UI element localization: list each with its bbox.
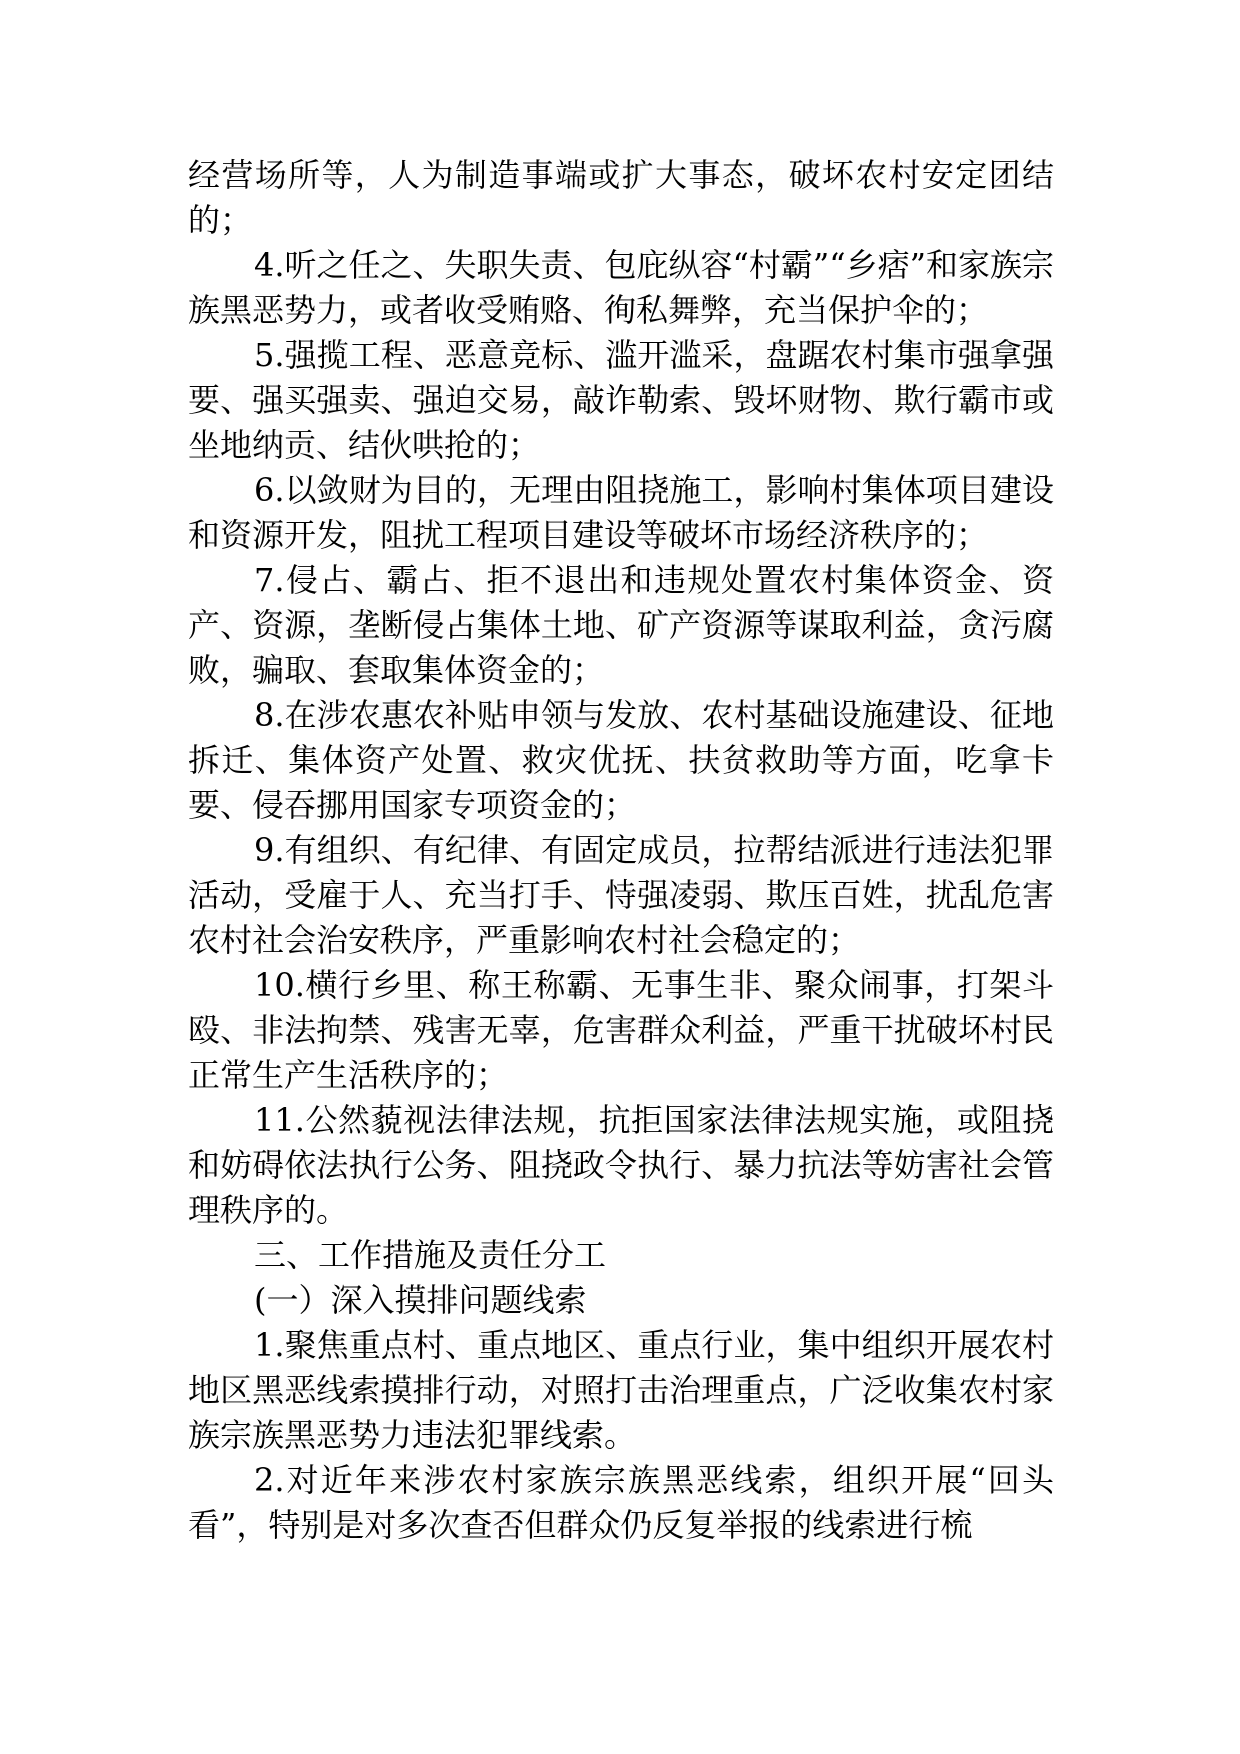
paragraph-item-7: 7.侵占、霸占、拒不退出和违规处置农村集体资金、资产、资源，垄断侵占集体土地、矿产资源等谋取利益，贪污腐败，骗取、套取集体资金的； (188, 561, 1054, 689)
paragraph-item-11: 11.公然藐视法律法规，抗拒国家法律法规实施，或阻挠和妨碍依法执行公务、阻挠政令执行、暴力抗法等妨害社会管理秩序的。 (188, 1101, 1054, 1229)
paragraph-measure-2: 2.对近年来涉农村家族宗族黑恶线索，组织开展“回头看”，特别是对多次查否但群众仍反复举报的线索进行梳 (188, 1461, 1054, 1544)
paragraph: 经营场所等，人为制造事端或扩大事态，破坏农村安定团结的； (188, 156, 1054, 239)
paragraph-item-10: 10.横行乡里、称王称霸、无事生非、聚众闹事，打架斗殴、非法拘禁、残害无辜，危害群众利益，严重干扰破坏村民正常生产生活秩序的； (188, 966, 1054, 1094)
paragraph-item-4: 4.听之任之、失职失责、包庇纵容“村霸”“乡痞”和家族宗族黑恶势力，或者收受贿赂、徇私舞弊，充当保护伞的； (188, 246, 1054, 329)
paragraph-item-8: 8.在涉农惠农补贴申领与发放、农村基础设施建设、征地拆迁、集体资产处置、救灾优抚、扶贫救助等方面，吃拿卡要、侵吞挪用国家专项资金的； (188, 696, 1054, 824)
subsection-heading: (一）深入摸排问题线索 (254, 1281, 587, 1319)
paragraph-item-6: 6.以敛财为目的，无理由阻挠施工，影响村集体项目建设和资源开发，阻扰工程项目建设等破坏市场经济秩序的； (188, 471, 1054, 554)
paragraph-measure-1: 1.聚焦重点村、重点地区、重点行业，集中组织开展农村地区黑恶线索摸排行动，对照打击治理重点，广泛收集农村家族宗族黑恶势力违法犯罪线索。 (188, 1326, 1054, 1454)
paragraph-item-5: 5.强揽工程、恶意竞标、滥开滥采，盘踞农村集市强拿强要、强买强卖、强迫交易，敲诈勒索、毁坏财物、欺行霸市或坐地纳贡、结伙哄抢的； (188, 336, 1054, 464)
document-body (188, 153, 1054, 1548)
section-heading: 三、工作措施及责任分工 (254, 1236, 607, 1274)
paragraph-item-9: 9.有组织、有纪律、有固定成员，拉帮结派进行违法犯罪活动，受雇于人、充当打手、恃强凌弱、欺压百姓，扰乱危害农村社会治安秩序，严重影响农村社会稳定的； (188, 831, 1054, 959)
